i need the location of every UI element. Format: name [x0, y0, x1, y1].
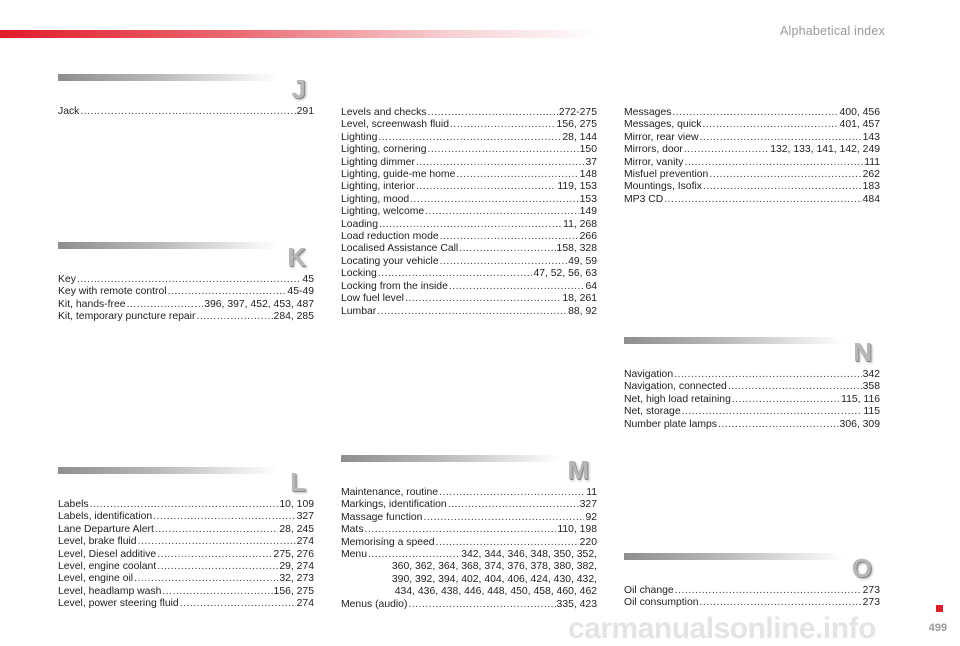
index-entry[interactable]: Mats ..... 110, 198: [341, 524, 597, 536]
index-group-m: [341, 453, 597, 611]
top-accent-bar: [0, 30, 600, 38]
index-entry[interactable]: Levels and checks ..... 272-275: [341, 107, 597, 119]
header-bar: [341, 455, 561, 462]
index-entry[interactable]: Navigation ..... 342: [624, 369, 880, 381]
index-letter: J: [291, 74, 306, 104]
index-entry[interactable]: Messages ..... 400, 456: [624, 107, 880, 119]
index-group-m-continued: [624, 107, 880, 206]
index-entry[interactable]: Messages, quick ..... 401, 457: [624, 119, 880, 131]
index-group-k: [58, 240, 314, 324]
index-entry[interactable]: Net, high load retaining ..... 115, 116: [624, 394, 880, 406]
index-entry[interactable]: Lane Departure Alert ..... 28, 245: [58, 524, 314, 536]
index-entry[interactable]: Labels, identification ..... 327: [58, 511, 314, 523]
index-group-o: [624, 551, 880, 610]
index-entry[interactable]: Locking from the inside ..... 64: [341, 281, 597, 293]
index-entry-menu[interactable]: Menu ..... 342, 344, 346, 348, 350, 352, 360, 362, 364, 368, 374, 376, 378, 380, 382, 390, 392, 394, 402, 404, 406, 424, 430, 432, 434, 436, 438, 446, 448, 450, 458, 460, 462: [341, 549, 597, 599]
index-entry[interactable]: Mirror, rear view ..... 143: [624, 132, 880, 144]
index-entry[interactable]: Kit, temporary puncture repair ..... 284, 285: [58, 311, 314, 323]
index-entry[interactable]: Localised Assistance Call ..... 158, 328: [341, 243, 597, 255]
index-entry[interactable]: Menus (audio) ..... 335, 423: [341, 599, 597, 611]
header-bar: [624, 553, 844, 560]
index-entry[interactable]: Lighting, guide-me home ..... 148: [341, 169, 597, 181]
index-group-j: [58, 72, 314, 118]
index-entry[interactable]: Mirror, vanity ..... 111: [624, 157, 880, 169]
index-entry[interactable]: Lighting, cornering ..... 150: [341, 144, 597, 156]
index-entry[interactable]: Net, storage ..... 115: [624, 406, 880, 418]
index-letter: O: [851, 553, 872, 583]
header-bar: [58, 74, 278, 81]
index-entry[interactable]: Oil change ..... 273: [624, 585, 880, 597]
index-letter: M: [567, 455, 589, 485]
index-entry[interactable]: Low fuel level ..... 18, 261: [341, 293, 597, 305]
index-group-l: [58, 465, 314, 611]
index-entry[interactable]: Lumbar ..... 88, 92: [341, 306, 597, 318]
letter-header-k: [58, 240, 314, 270]
index-entry[interactable]: Level, engine oil ..... 32, 273: [58, 573, 314, 585]
index-entry[interactable]: Maintenance, routine ..... 11: [341, 487, 597, 499]
index-entry[interactable]: Number plate lamps ..... 306, 309: [624, 419, 880, 431]
index-group-n: [624, 335, 880, 431]
menu-pages-line: 390, 392, 394, 402, 404, 406, 424, 430, 432,: [391, 573, 597, 585]
index-entry[interactable]: Labels ..... 10, 109: [58, 499, 314, 511]
index-entry[interactable]: Massage function ..... 92: [341, 512, 597, 524]
index-group-l-continued: [341, 107, 597, 318]
index-letter: L: [290, 467, 306, 497]
index-entry[interactable]: Navigation, connected ..... 358: [624, 381, 880, 393]
menu-pages-line: 434, 436, 438, 446, 448, 450, 458, 460, 462: [394, 586, 597, 598]
index-entry[interactable]: Lighting ..... 28, 144: [341, 132, 597, 144]
index-entry[interactable]: Markings, identification ..... 327: [341, 499, 597, 511]
page-marker: [936, 605, 943, 612]
index-entry[interactable]: Memorising a speed ..... 220: [341, 537, 597, 549]
index-entry[interactable]: Level, Diesel additive ..... 275, 276: [58, 549, 314, 561]
letter-header-j: [58, 72, 314, 102]
index-entry[interactable]: Key ..... 45: [58, 274, 314, 286]
index-entry[interactable]: Level, brake fluid ..... 274: [58, 536, 314, 548]
menu-pages-line: 360, 362, 364, 368, 374, 376, 378, 380, 382,: [391, 561, 597, 573]
index-entry[interactable]: Locking ..... 47, 52, 56, 63: [341, 268, 597, 280]
index-entry[interactable]: Locating your vehicle ..... 49, 59: [341, 256, 597, 268]
index-entry[interactable]: Level, headlamp wash ..... 156, 275: [58, 586, 314, 598]
index-entry[interactable]: Mountings, Isofix ..... 183: [624, 181, 880, 193]
index-entry[interactable]: Lighting dimmer ..... 37: [341, 157, 597, 169]
index-entry[interactable]: Level, power steering fluid ..... 274: [58, 598, 314, 610]
index-entry[interactable]: Level, engine coolant ..... 29, 274: [58, 561, 314, 573]
letter-header-o: [624, 551, 880, 581]
index-entry[interactable]: Key with remote control ..... 45-49: [58, 286, 314, 298]
index-entry[interactable]: Lighting, welcome ..... 149: [341, 206, 597, 218]
index-letter: N: [853, 337, 872, 367]
letter-header-l: [58, 465, 314, 495]
index-entry[interactable]: Kit, hands-free ..... 396, 397, 452, 453, 487: [58, 299, 314, 311]
letter-header-n: [624, 335, 880, 365]
index-entry[interactable]: MP3 CD ..... 484: [624, 194, 880, 206]
section-title: Alphabetical index: [779, 24, 885, 38]
page-number: 499: [928, 622, 947, 634]
letter-header-m: [341, 453, 597, 483]
index-entry[interactable]: Load reduction mode ..... 266: [341, 231, 597, 243]
index-entry[interactable]: Lighting, mood ..... 153: [341, 194, 597, 206]
index-entry[interactable]: Jack ..... 291: [58, 106, 314, 118]
index-entry[interactable]: Level, screenwash fluid ..... 156, 275: [341, 119, 597, 131]
header-bar: [58, 467, 278, 474]
index-letter: K: [287, 242, 306, 272]
header-bar: [624, 337, 844, 344]
index-entry[interactable]: Lighting, interior ..... 119, 153: [341, 181, 597, 193]
index-entry[interactable]: Loading ..... 11, 268: [341, 219, 597, 231]
header-bar: [58, 242, 278, 249]
index-entry[interactable]: Oil consumption ..... 273: [624, 597, 880, 609]
index-entry[interactable]: Mirrors, door ..... 132, 133, 141, 142, 249: [624, 144, 880, 156]
index-entry[interactable]: Misfuel prevention ..... 262: [624, 169, 880, 181]
watermark: carmanualsonline.info: [568, 612, 876, 645]
